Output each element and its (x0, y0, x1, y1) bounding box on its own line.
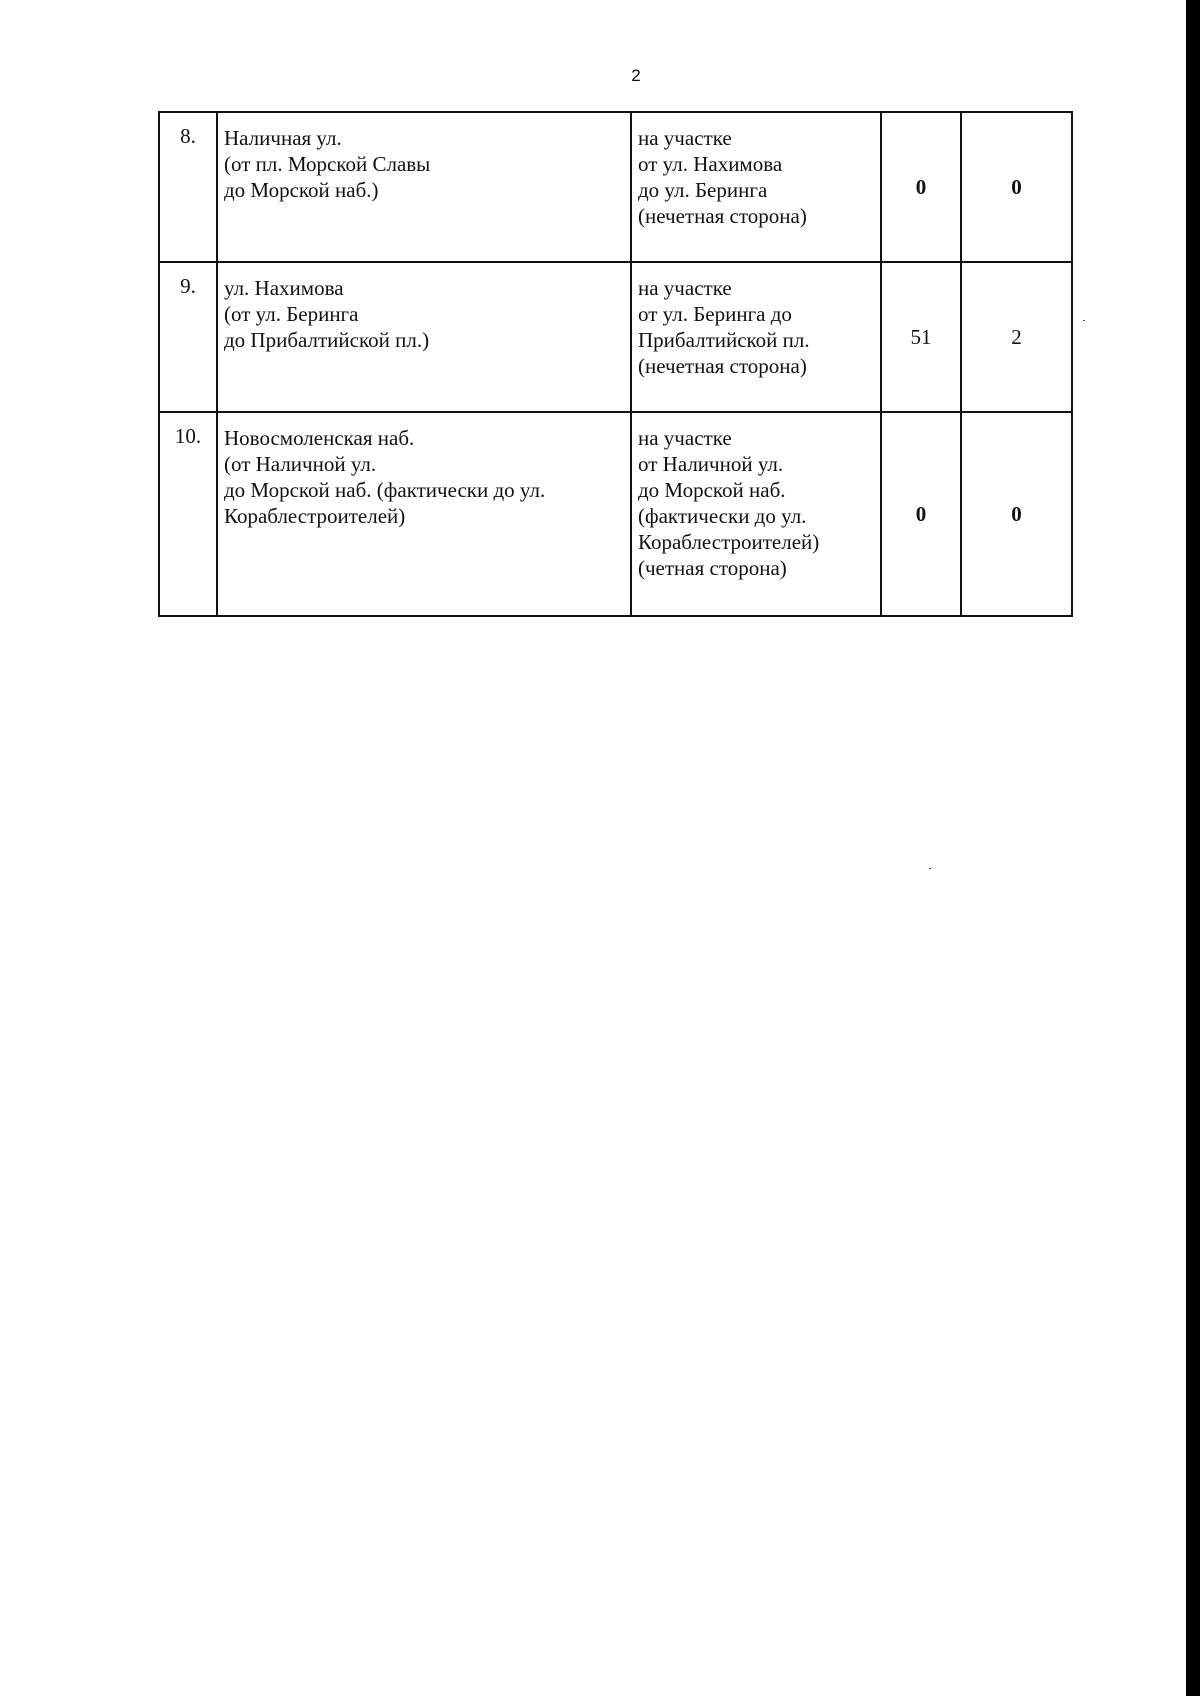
value-cell-1: 0 (881, 412, 961, 616)
table-row (159, 262, 1072, 412)
section-line: до ул. Беринга (638, 178, 768, 202)
street-cell (217, 112, 631, 262)
section-line: (фактически до ул. (638, 504, 807, 528)
streets-table (158, 111, 1073, 617)
section-line: на участке (638, 426, 732, 450)
scan-speck (1083, 320, 1085, 321)
street-cell (217, 412, 631, 616)
street-line: (от пл. Морской Славы (224, 152, 431, 176)
scan-speck (929, 868, 931, 869)
section-line: Прибалтийской пл. (638, 328, 810, 352)
section-cell (631, 262, 881, 412)
section-cell (631, 412, 881, 616)
section-line: (нечетная сторона) (638, 204, 807, 228)
row-number: 8. (159, 112, 217, 262)
section-line: на участке (638, 276, 732, 300)
street-line: до Прибалтийской пл.) (224, 328, 430, 352)
street-line: (от Наличной ул. (224, 452, 377, 476)
street-cell (217, 262, 631, 412)
value-cell-2: 2 (961, 262, 1072, 412)
value-cell-2: 0 (961, 112, 1072, 262)
value-cell-1: 0 (881, 112, 961, 262)
section-line: (нечетная сторона) (638, 354, 807, 378)
street-line: Наличная ул. (224, 126, 342, 150)
section-line: (четная сторона) (638, 556, 787, 580)
section-line: от ул. Нахимова (638, 152, 783, 176)
value-cell-2: 0 (961, 412, 1072, 616)
scan-edge (1186, 0, 1200, 1696)
street-line: Кораблестроителей) (224, 504, 406, 528)
section-cell (631, 112, 881, 262)
street-line: до Морской наб.) (224, 178, 379, 202)
section-line: от ул. Беринга до (638, 302, 792, 326)
section-line: Кораблестроителей) (638, 530, 820, 554)
table-row (159, 412, 1072, 616)
page-number: 2 (631, 66, 641, 85)
section-line: до Морской наб. (638, 478, 786, 502)
row-number: 9. (159, 262, 217, 412)
section-line: от Наличной ул. (638, 452, 784, 476)
street-line: ул. Нахимова (224, 276, 344, 300)
street-line: Новосмоленская наб. (224, 426, 415, 450)
street-line: (от ул. Беринга (224, 302, 359, 326)
section-line: на участке (638, 126, 732, 150)
table-row (159, 112, 1072, 262)
street-line: до Морской наб. (фактически до ул. (224, 478, 546, 502)
row-number: 10. (159, 412, 217, 616)
value-cell-1: 51 (881, 262, 961, 412)
